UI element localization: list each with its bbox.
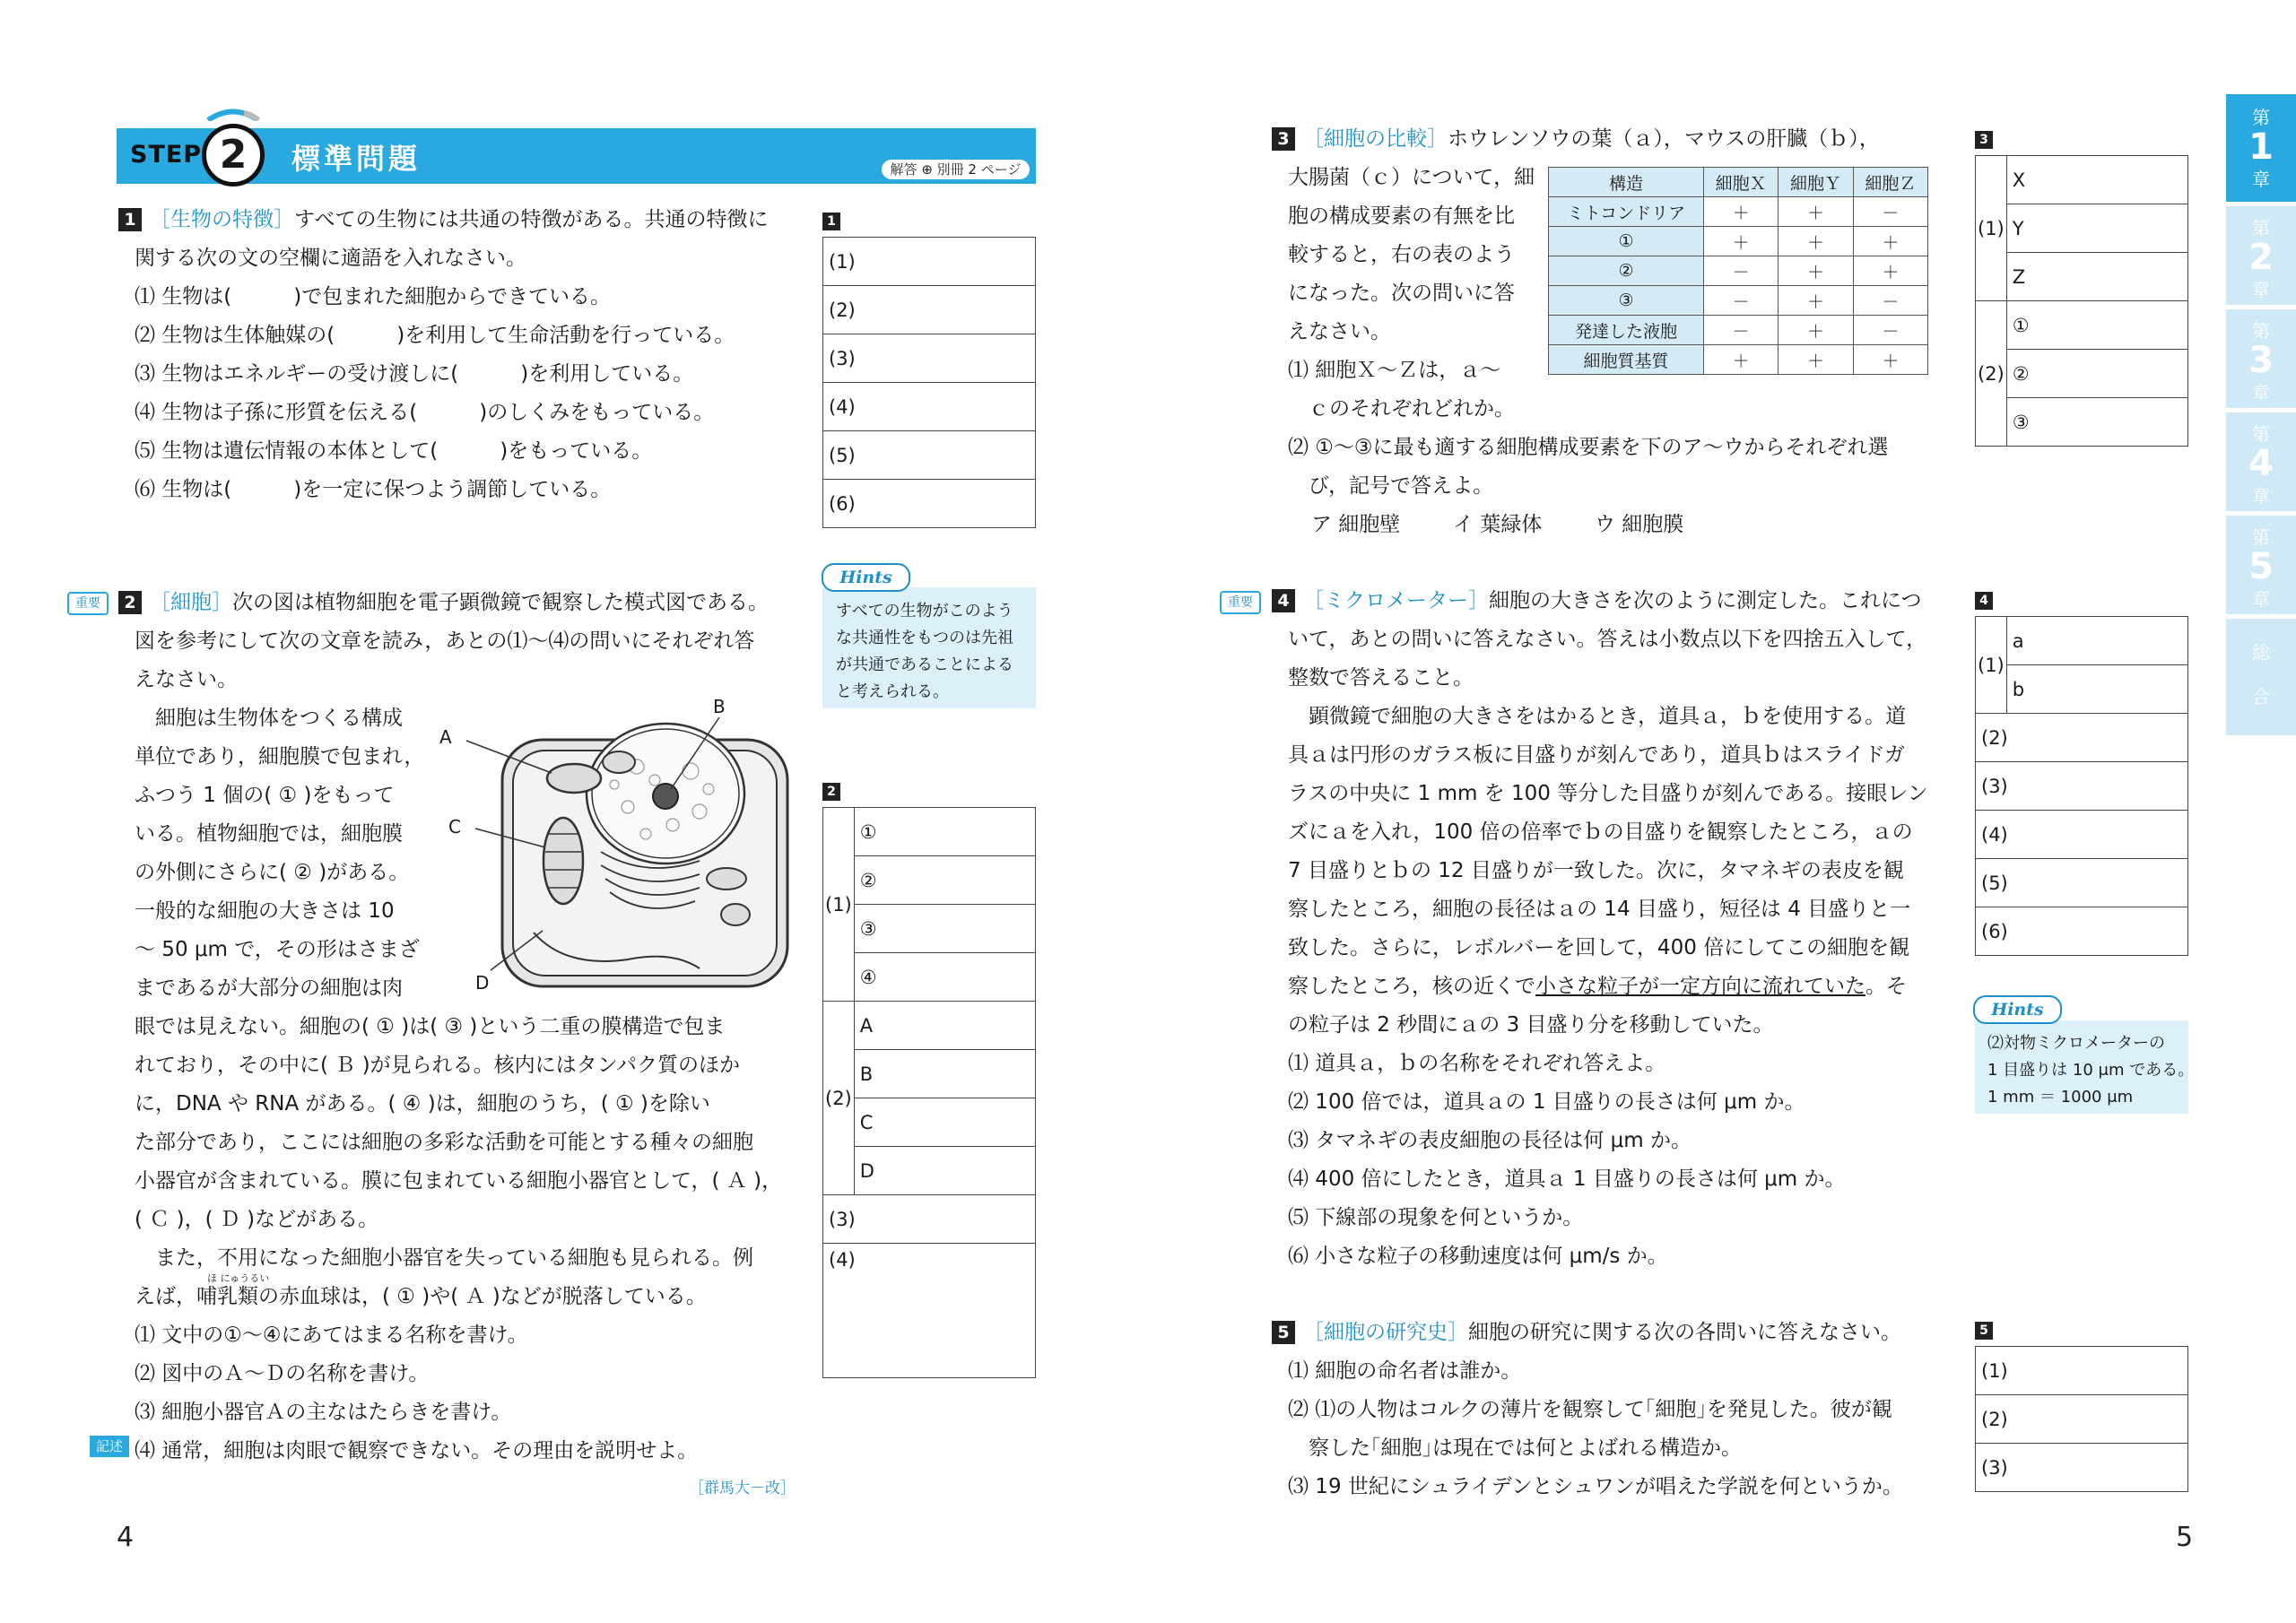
question-2-item: ⑴ 文中の①～④にあてはまる名称を書け。 [135, 1324, 528, 1347]
section-title: 標準問題 [291, 142, 422, 176]
question-number-5: 5 [1272, 1321, 1295, 1344]
question-4-item: ⑵ 100 倍では，道具ａの 1 目盛りの長さは何 μm か。 [1288, 1090, 1805, 1114]
choice-u: ウ 細胞膜 [1595, 513, 1684, 536]
question-2-para-line: た部分であり，ここには細胞の多彩な活動を可能とする種々の細胞 [135, 1131, 753, 1154]
answer-cell-5-3[interactable]: (3) [1976, 1444, 2188, 1492]
question-5-item: ⑵ ⑴の人物はコルクの薄片を観察して｢細胞｣を発見した。彼が観 [1288, 1398, 1892, 1421]
question-2-para-line: ( Ｃ )，( Ｄ )などがある。 [135, 1208, 379, 1231]
question-5-item: ⑴ 細胞の命名者は誰か。 [1288, 1359, 1522, 1383]
question-4-underlined-line: 察したところ，核の近くで小さな粒子が一定方向に流れていた。そ [1288, 975, 1907, 998]
table-row: ③ － ＋ － [1549, 286, 1928, 316]
question-number-2: 2 [118, 591, 142, 614]
answer-group-3-1: (1) [1976, 156, 2007, 301]
question-2-item: ⑶ 細胞小器官Ａの主なはたらきを書け。 [135, 1401, 512, 1424]
table-row: ① ＋ ＋ ＋ [1549, 227, 1928, 256]
answer-group-2-1: (1) [823, 808, 855, 1002]
question-number-3: 3 [1272, 127, 1295, 151]
answer-box-label-3: 3 [1975, 131, 1993, 149]
answer-cell-1-2[interactable]: (2) [823, 286, 1036, 334]
question-1-first-line: ［生物の特徴］すべての生物には共通の特徴がある。共通の特徴に [150, 208, 769, 231]
answer-box-label-4: 4 [1975, 592, 1993, 610]
step-label: STEP [130, 141, 203, 169]
question-1-item: ⑵ 生物は生体触媒の( )を利用して生命活動を行っている。 [135, 324, 735, 347]
answer-cell-3-3[interactable]: ③ [2006, 398, 2187, 447]
question-2-first-line: ［細胞］次の図は植物細胞を電子顕微鏡で観察した模式図である。 [150, 591, 769, 614]
answer-group-3-2: (2) [1976, 301, 2007, 447]
table-row: 発達した液胞 － ＋ － [1549, 316, 1928, 345]
answer-box-label-2: 2 [822, 783, 840, 801]
answer-cell-4-4[interactable]: (4) [1976, 811, 2188, 859]
question-4-line: ズにａを入れ，100 倍の倍率でｂの目盛りを観察したところ，ａの [1288, 820, 1913, 844]
question-1-item: ⑶ 生物はエネルギーの受け渡しに( )を利用している。 [135, 362, 694, 386]
important-badge-4: 重要 [1220, 591, 1261, 614]
question-1-item: ⑴ 生物は( )で包まれた細胞からできている。 [135, 285, 612, 308]
hints-tag-1: Hints [822, 563, 910, 592]
question-4-item: ⑶ タマネギの表皮細胞の長径は何 μm か。 [1288, 1129, 1692, 1152]
question-2-item: ⑷ 通常，細胞は肉眼で観察できない。その理由を説明せよ。 [135, 1439, 699, 1462]
question-2-line: えなさい。 [135, 668, 238, 691]
question-number-4: 4 [1272, 589, 1295, 612]
question-4-line: 具ａは円形のガラス板に目盛りが刻んであり，道具ｂはスライドガ [1288, 743, 1905, 767]
page-number-right: 5 [2176, 1522, 2194, 1553]
comparison-table [1548, 167, 1928, 375]
answer-box-1 [822, 237, 1036, 528]
figure-label-d: D [475, 972, 490, 994]
question-3-item: ⑴ 細胞Ｘ～Ｚは，ａ～ [1288, 359, 1501, 382]
answer-cell-2-1-3[interactable]: ③ [854, 905, 1035, 953]
answer-cell-3-x[interactable]: X [2006, 156, 2187, 204]
answer-cell-1-1[interactable]: (1) [823, 238, 1036, 286]
question-4-line: 致した。さらに，レボルバーを回して，400 倍にしてこの細胞を観 [1288, 936, 1910, 959]
question-1-item: ⑹ 生物は( )を一定に保つよう調節している。 [135, 478, 612, 501]
answer-cell-5-1[interactable]: (1) [1976, 1347, 2188, 1395]
choice-a: ア 細胞壁 [1311, 513, 1401, 536]
question-4-line: 7 目盛りとｂの 12 目盛りが一致した。次に，タマネギの表皮を観 [1288, 859, 1904, 882]
question-1-item: ⑸ 生物は遺伝情報の本体として( )をもっている。 [135, 439, 653, 463]
answer-cell-2-1-1[interactable]: ① [854, 808, 1035, 856]
underlined-phenomenon: 小さな粒子が一定方向に流れていた [1535, 975, 1866, 998]
table-row: 細胞質基質 ＋ ＋ ＋ [1549, 345, 1928, 375]
table-header-cell: 細胞Ｙ [1779, 168, 1853, 197]
question-2-para-line: 細胞は生物体をつくる構成 [135, 707, 403, 730]
answer-cell-2-2-b[interactable]: B [854, 1050, 1035, 1098]
table-header-cell: 細胞Ｚ [1853, 168, 1927, 197]
question-4-line: ラスの中央に 1 mm を 100 等分した目盛りが刻んである。接眼レン [1288, 782, 1928, 805]
answer-box-label-5: 5 [1975, 1322, 1993, 1340]
question-5-item: ⑶ 19 世紀にシュライデンとシュワンが唱えた学説を何というか。 [1288, 1475, 1903, 1498]
figure-label-a: A [439, 726, 452, 748]
answer-box-4 [1975, 616, 2188, 956]
question-2-para-line: 小器官が含まれている。膜に包まれている細胞小器官として，( Ａ )， [135, 1169, 783, 1193]
question-4-first-line: ［ミクロメーター］細胞の大きさを次のように測定した。これにつ [1303, 589, 1922, 612]
plant-cell-svg [430, 699, 798, 1004]
chapter-tab-summary[interactable]: 総 合 [2226, 619, 2296, 735]
question-3-item: び，記号で答えよ。 [1288, 474, 1494, 498]
question-3-line: 大腸菌（ｃ）について，細 [1288, 166, 1535, 189]
answer-cell-1-3[interactable]: (3) [823, 334, 1036, 383]
question-2-topic: ［細胞］ [150, 591, 232, 614]
answer-cell-2-4[interactable]: (4) [823, 1244, 1036, 1378]
answer-cell-4-2[interactable]: (2) [1976, 714, 2188, 762]
written-answer-badge: 記述 [90, 1436, 129, 1457]
hints-1-line: と考えられる。 [836, 682, 949, 701]
question-2-para-line: 単位であり，細胞膜で包まれ， [135, 745, 425, 768]
question-4-line: いて，あとの問いに答えなさい。答えは小数点以下を四捨五入して， [1288, 628, 1927, 651]
table-header-cell: 構造 [1549, 168, 1704, 197]
answer-cell-1-6[interactable]: (6) [823, 480, 1036, 528]
chapter-tab-2[interactable]: 第 2 章 [2226, 206, 2296, 305]
source-citation: ［群馬大－改］ [689, 1480, 796, 1497]
question-2-para-line: ～ 50 μm で，その形はさまざ [135, 938, 420, 961]
question-3-item: ｃのそれぞれどれか。 [1288, 397, 1515, 421]
question-3-item: ⑵ ①～③に最も適する細胞構成要素を下のア～ウからそれぞれ選 [1288, 436, 1889, 459]
question-3-line: えなさい。 [1288, 320, 1391, 343]
hints-1-line: すべての生物がこのよう [836, 602, 1013, 621]
question-2-para-line: 眼では見えない。細胞の( ① )は( ③ )という二重の膜構造で包ま [135, 1015, 726, 1038]
question-2-para-line: の外側にさらに( ② )がある。 [135, 861, 410, 884]
question-5-first-line: ［細胞の研究史］細胞の研究に関する次の各問いに答えなさい。 [1303, 1321, 1901, 1344]
question-1-topic: ［生物の特徴］ [150, 208, 294, 231]
table-row: ② － ＋ ＋ [1549, 256, 1928, 286]
chapter-tab-1[interactable]: 第 1 章 [2226, 94, 2296, 202]
question-1-line: 関する次の文の空欄に適語を入れなさい。 [135, 247, 526, 270]
hints-1-line: が共通であることによる [836, 655, 1013, 674]
question-2-para-line: まであるが大部分の細胞は肉 [135, 976, 403, 1000]
answer-cell-3-y[interactable]: Y [2006, 204, 2187, 253]
step-arc-decoration [204, 108, 262, 120]
question-1-item: ⑷ 生物は子孫に形質を伝える( )のしくみをもっている。 [135, 401, 715, 424]
answer-group-2-2: (2) [823, 1002, 855, 1195]
question-2-line: 図を参考にして次の文章を読み，あとの⑴～⑷の問いにそれぞれ答 [135, 629, 755, 653]
question-number-1: 1 [118, 208, 142, 231]
question-2-para-line: に，DNA や RNA がある。( ④ )は，細胞のうち，( ① )を除い [135, 1092, 710, 1115]
question-5-topic: ［細胞の研究史］ [1303, 1321, 1468, 1344]
answer-cell-2-1-2[interactable]: ② [854, 856, 1035, 905]
answer-cell-4-3[interactable]: (3) [1976, 762, 2188, 811]
step-number: 2 [202, 124, 265, 187]
question-2-para-line: いる。植物細胞では，細胞膜 [135, 822, 403, 846]
ruby-reading: ほ にゅうるい [207, 1272, 270, 1284]
answer-cell-2-3[interactable]: (3) [823, 1195, 1036, 1244]
answer-box-label-1: 1 [822, 213, 840, 230]
hints-tag-2: Hints [1973, 995, 2062, 1024]
answer-cell-4-a[interactable]: a [2006, 617, 2187, 665]
question-3-first-line: ［細胞の比較］ホウレンソウの葉（ａ），マウスの肝臓（ｂ）， [1303, 127, 1880, 151]
answer-cell-3-2[interactable]: ② [2006, 350, 2187, 398]
table-row: ミトコンドリア ＋ ＋ － [1549, 197, 1928, 227]
answer-cell-2-2-c[interactable]: C [854, 1098, 1035, 1147]
question-5-item: 察した｢細胞｣は現在では何とよばれる構造か。 [1288, 1436, 1742, 1460]
question-4-line: 察したところ，細胞の長径はａの 14 目盛り，短径は 4 目盛りと一 [1288, 898, 1911, 921]
hints-2-line: 1 目盛りは 10 μm である。 [1987, 1061, 2195, 1080]
answer-cell-5-2[interactable]: (2) [1976, 1395, 2188, 1444]
answer-cell-4-6[interactable]: (6) [1976, 907, 2188, 956]
answer-box-3 [1975, 155, 2188, 447]
chapter-tab-3[interactable]: 第 3 章 [2226, 309, 2296, 408]
question-4-line: の粒子は 2 秒間にａの 3 目盛り分を移動していた。 [1288, 1013, 1774, 1037]
question-4-item: ⑸ 下線部の現象を何というか。 [1288, 1206, 1584, 1229]
answer-reference: 解答 ⊕ 別冊 2 ページ [882, 160, 1030, 179]
figure-label-b: B [713, 696, 726, 717]
answer-box-5 [1975, 1346, 2188, 1492]
question-2-para-line: えば，哺乳類の赤血球は，( ① )や( Ａ )などが脱落している。 [135, 1285, 707, 1308]
page-number-left: 4 [117, 1522, 135, 1553]
question-3-line: 較すると，右の表のよう [1288, 243, 1515, 266]
answer-cell-1-5[interactable]: (5) [823, 431, 1036, 480]
answer-cell-2-2-a[interactable]: A [854, 1002, 1035, 1050]
question-2-para-line: ふつう 1 個の( ① )をもって [135, 784, 395, 807]
question-2-para-line: 一般的な細胞の大きさは 10 [135, 899, 395, 923]
question-4-line: 顕微鏡で細胞の大きさをはかるとき，道具ａ，ｂを使用する。道 [1288, 705, 1907, 728]
answer-cell-3-1[interactable]: ① [2006, 301, 2187, 350]
question-4-topic: ［ミクロメーター］ [1303, 589, 1489, 612]
chapter-tab-4[interactable]: 第 4 章 [2226, 412, 2296, 511]
hints-2-line: 1 mm ＝ 1000 μm [1987, 1088, 2134, 1107]
answer-cell-4-5[interactable]: (5) [1976, 859, 2188, 907]
question-4-item: ⑴ 道具ａ，ｂの名称をそれぞれ答えよ。 [1288, 1052, 1666, 1075]
answer-cell-2-2-d[interactable]: D [854, 1147, 1035, 1195]
hints-2-line: ⑵対物ミクロメーターの [1987, 1034, 2165, 1053]
hints-1-line: な共通性をもつのは先祖 [836, 629, 1013, 647]
answer-group-4-1: (1) [1976, 617, 2007, 714]
question-3-line: 胞の構成要素の有無を比 [1288, 204, 1515, 228]
question-2-item: ⑵ 図中のＡ～Ｄの名称を書け。 [135, 1362, 430, 1385]
choice-i: イ 葉緑体 [1453, 513, 1543, 536]
chapter-tab-5[interactable]: 第 5 章 [2226, 516, 2296, 614]
figure-label-c: C [448, 816, 461, 838]
table-header-cell: 細胞Ｘ [1704, 168, 1779, 197]
question-4-item: ⑹ 小さな粒子の移動速度は何 μm/s か。 [1288, 1245, 1668, 1268]
question-2-para-line: また，不用になった細胞小器官を失っている細胞も見られる。例 [135, 1246, 753, 1270]
question-3-line: になった。次の問いに答 [1288, 282, 1515, 305]
question-4-item: ⑷ 400 倍にしたとき，道具ａ 1 目盛りの長さは何 μm か。 [1288, 1167, 1846, 1191]
question-4-line: 整数で答えること。 [1288, 666, 1474, 690]
question-3-topic: ［細胞の比較］ [1303, 127, 1448, 151]
answer-cell-3-z[interactable]: Z [2006, 253, 2187, 301]
answer-cell-1-4[interactable]: (4) [823, 383, 1036, 431]
answer-box-2 [822, 807, 1036, 1378]
plant-cell-diagram [430, 696, 798, 1004]
answer-cell-2-1-4[interactable]: ④ [854, 953, 1035, 1002]
answer-cell-4-b[interactable]: b [2006, 665, 2187, 714]
question-2-para-line: れており，その中に( Ｂ )が見られる。核内にはタンパク質のほか [135, 1054, 740, 1077]
important-badge-2: 重要 [67, 592, 109, 615]
